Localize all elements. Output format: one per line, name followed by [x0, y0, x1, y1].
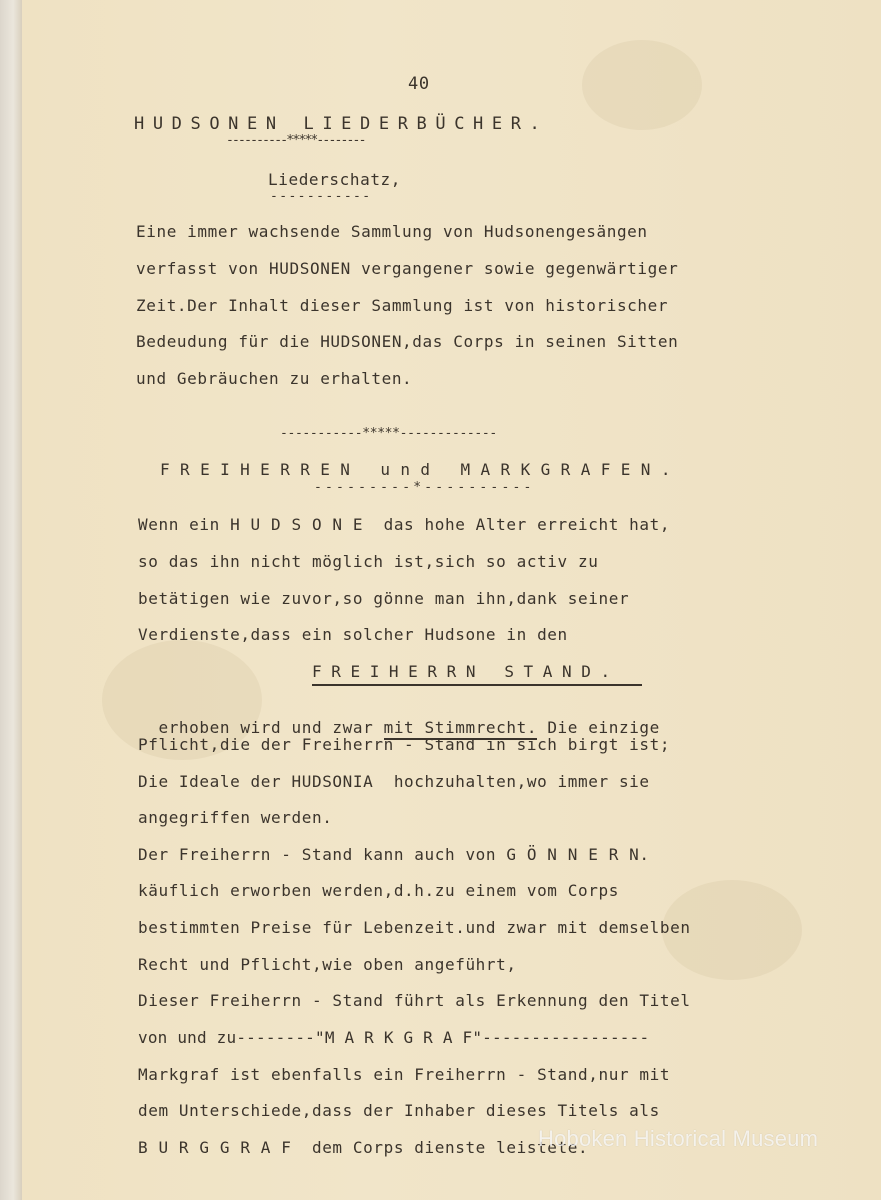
section-heading-hudsonen-liederbuecher: HUDSONEN LIEDERBÜCHER.: [134, 114, 549, 134]
paragraph-line: Eine immer wachsende Sammlung von Hudsonengesängen: [136, 222, 648, 241]
paragraph-line: Die Ideale der HUDSONIA hochzuhalten,wo immer sie: [138, 772, 650, 791]
heading-rule: ----------*****--------: [226, 133, 365, 148]
paragraph-line: bestimmten Preise für Lebenzeit.und zwar mit demselben: [138, 918, 691, 937]
paragraph-line: Verdienste,dass ein solcher Hudsone in den: [138, 625, 568, 644]
section-heading-freiherren-markgrafen: FREIHERREN und MARKGRAFEN.: [160, 460, 681, 479]
paragraph-line: verfasst von HUDSONEN vergangener sowie gegenwärtiger: [136, 259, 679, 278]
section-separator: -----------*****-------------: [280, 426, 497, 441]
title-underline: [312, 684, 642, 686]
paragraph-line: und Gebräuchen zu erhalten.: [136, 369, 413, 388]
paragraph-line: Zeit.Der Inhalt dieser Sammlung ist von historischer: [136, 296, 669, 315]
paragraph-line: so das ihn nicht möglich ist,sich so activ zu: [138, 552, 599, 571]
page-number: 40: [408, 74, 430, 94]
underlined-phrase-mit-stimmrecht: mit Stimmrecht.: [384, 718, 538, 740]
paragraph-line: Pflicht,die der Freiherrn - Stand in sich birgt ist;: [138, 735, 671, 754]
paragraph-line: Recht und Pflicht,wie oben angeführt,: [138, 955, 517, 974]
paragraph-line: dem Unterschiede,dass der Inhaber dieses Titels als: [138, 1101, 660, 1120]
subheading-rule: -----------: [270, 189, 372, 204]
paragraph-line: Wenn ein H U D S O N E das hohe Alter erreicht hat,: [138, 515, 671, 534]
heading-rule: ---------*----------: [314, 480, 535, 495]
paragraph-line: Markgraf ist ebenfalls ein Freiherrn - Stand,nur mit: [138, 1065, 671, 1084]
paragraph-line: Bedeudung für die HUDSONEN,das Corps in seinen Sitten: [136, 332, 679, 351]
paragraph-line: von und zu--------"M A R K G R A F"-----------------: [138, 1028, 650, 1047]
text-segment: Die einzige: [537, 718, 660, 737]
paragraph-line: B U R G G R A F dem Corps dienste leistete.: [138, 1138, 589, 1157]
binding-edge: [0, 0, 23, 1200]
paragraph-line: Dieser Freiherrn - Stand führt als Erkennung den Titel: [138, 991, 691, 1010]
paragraph-line: käuflich erworben werden,d.h.zu einem vom Corps: [138, 881, 619, 900]
watermark-text: Hoboken Historical Museum: [538, 1126, 819, 1151]
paragraph-line: betätigen wie zuvor,so gönne man ihn,dank seiner: [138, 589, 630, 608]
paragraph-line: Der Freiherrn - Stand kann auch von G Ö N N E R N.: [138, 845, 650, 864]
paragraph-line: [138, 698, 660, 738]
subheading-liederschatz: Liederschatz,: [268, 170, 402, 189]
freiherrn-stand-title: FREIHERRN STAND.: [312, 662, 620, 681]
text-segment: erhoben wird und zwar: [158, 718, 384, 737]
paragraph-line: angegriffen werden.: [138, 808, 333, 827]
